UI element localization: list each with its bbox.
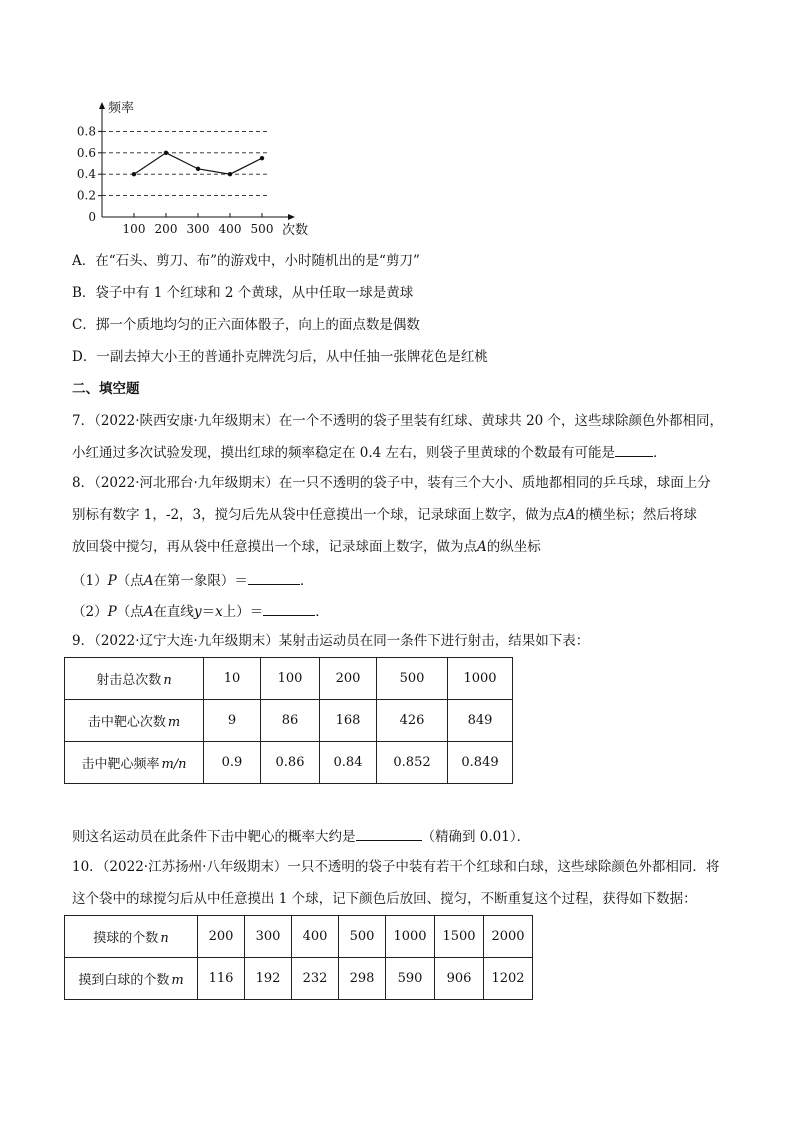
section-title: 二、填空题 (72, 381, 140, 397)
y-tick-label: 0.6 (76, 145, 96, 160)
table-cell: 0.849 (448, 742, 513, 784)
row-variable: m (171, 973, 184, 988)
option-a: A．在“石头、剪刀、布”的游戏中，小时随机出的是“剪刀” (72, 253, 420, 269)
q7-text: 小红通过多次试验发现，摸出红球的频率稳定在 0.4 左右，则袋子里黄球的个数最有可能是 (72, 445, 616, 461)
point-a-var: A (143, 604, 154, 620)
option-c: C．掷一个质地均匀的正六面体骰子，向上的面点数是偶数 (72, 317, 420, 333)
q8-line-1: 8．（2022·河北邢台·九年级期末）在一只不透明的袋子中，装有三个大小、质地都相同的乒乓球，球面上分 (72, 475, 711, 491)
table-cell: 0.86 (261, 742, 320, 784)
row-header (65, 958, 198, 1000)
x-tick-label: 500 (250, 222, 274, 236)
table-cell: 1000 (448, 658, 513, 700)
y-axis-arrow (99, 102, 105, 109)
q8-line-2 (72, 506, 697, 524)
table-cell: 300 (245, 916, 292, 958)
table-cell: 426 (377, 700, 448, 742)
q7-line-1: 7．（2022·陕西安康·九年级期末）在一个不透明的袋子里装有红球、黄球共 20 个，这些球除颜色外都相同， (72, 413, 724, 429)
table-row (65, 742, 513, 784)
q9-text: （精确到 0.01）． (421, 829, 531, 845)
row-variable: n (160, 931, 169, 946)
table-cell: 1202 (484, 958, 533, 1000)
data-point (164, 151, 168, 155)
q9-answer-blank[interactable] (356, 826, 422, 841)
row-header (65, 658, 204, 700)
data-point (132, 172, 136, 176)
q8-sub-2 (72, 601, 329, 621)
x-axis-label: 次数 (282, 223, 309, 238)
row-label: 射击总次数 (96, 673, 162, 688)
y-axis-label: 频率 (108, 101, 135, 116)
table-cell: 0.9 (204, 742, 261, 784)
table-cell: 192 (245, 958, 292, 1000)
table-cell: 500 (339, 916, 386, 958)
table-cell: 200 (320, 658, 377, 700)
q8-line-3 (72, 538, 541, 556)
q8-text: 的横坐标；然后将球 (575, 507, 697, 523)
data-point (260, 156, 264, 160)
x-tick-label: 200 (154, 222, 178, 236)
y-tick-label: 0.2 (76, 188, 96, 203)
option-d: D．一副去掉大小王的普通扑克牌洗匀后，从中任抽一张牌花色是红桃 (72, 349, 488, 365)
q8-end: ． (299, 573, 314, 589)
q10-line-1: 10．（2022·江苏扬州·八年级期末）一只不透明的袋子中装有若干个红球和白球，这些球除颜色外都相同．将 (72, 859, 720, 875)
q7-line-2 (72, 442, 667, 462)
q8-text: ＝ (201, 604, 216, 620)
row-label: 摸到白球的个数 (78, 973, 170, 988)
table-cell: 100 (261, 658, 320, 700)
table-cell: 10 (204, 658, 261, 700)
row-label: 击中靶心次数 (87, 715, 166, 730)
q9-after (72, 826, 530, 846)
q8-text: 的纵坐标 (486, 539, 541, 555)
row-header (65, 742, 204, 784)
table-cell: 849 (448, 700, 513, 742)
p-var: P (107, 604, 117, 620)
point-a-var: A (143, 573, 154, 589)
sub-number: （1） (72, 573, 108, 589)
table-cell: 298 (339, 958, 386, 1000)
q8-text: 在第一象限）＝ (153, 573, 248, 589)
table-cell: 232 (292, 958, 339, 1000)
table-cell: 590 (386, 958, 435, 1000)
option-b: B．袋子中有 1 个红球和 2 个黄球，从中任取一球是黄球 (72, 285, 414, 301)
row-label: 击中靶心频率 (81, 757, 160, 772)
table-row (65, 700, 513, 742)
x-var: x (215, 604, 223, 620)
table-row (65, 658, 513, 700)
q8-text: （点 (116, 604, 144, 620)
point-a-var: A (565, 507, 576, 523)
frequency-line-chart (60, 92, 310, 242)
q10-table (64, 915, 533, 1000)
table-row (65, 916, 533, 958)
q8-text: 在直线 (153, 604, 194, 620)
table-cell: 500 (377, 658, 448, 700)
sub-number: （2） (72, 604, 108, 620)
y-tick-label: 0.8 (76, 124, 96, 139)
row-header (65, 700, 204, 742)
row-variable: m (167, 715, 181, 730)
row-header (65, 916, 198, 958)
x-axis-arrow (288, 214, 295, 220)
q10-line-2: 这个袋中的球搅匀后从中任意摸出 1 个球，记下颜色后放回、搅匀，不断重复这个过程，获得如下数据： (72, 891, 697, 907)
table-cell: 116 (198, 958, 245, 1000)
table-cell: 86 (261, 700, 320, 742)
row-variable: m/n (161, 757, 187, 772)
q9-table (64, 657, 513, 784)
q8-sub1-answer-blank[interactable] (248, 570, 300, 585)
table-cell: 9 (204, 700, 261, 742)
table-cell: 400 (292, 916, 339, 958)
q8-text: （点 (116, 573, 144, 589)
q8-sub-1 (72, 570, 313, 590)
p-var: P (107, 573, 117, 589)
q8-sub2-answer-blank[interactable] (263, 601, 315, 616)
table-cell: 1000 (386, 916, 435, 958)
table-row (65, 958, 533, 1000)
table-cell: 200 (198, 916, 245, 958)
point-a-var: A (477, 539, 487, 555)
table-cell: 906 (435, 958, 484, 1000)
q9-text: 则这名运动员在此条件下击中靶心的概率大约是 (72, 829, 356, 845)
table-cell: 1500 (435, 916, 484, 958)
q8-end: ． (315, 604, 329, 620)
table-cell: 2000 (484, 916, 533, 958)
q8-text: 上）＝ (222, 604, 264, 620)
data-point (196, 167, 200, 171)
row-variable: n (163, 673, 172, 688)
y-tick-label: 0 (88, 210, 96, 224)
q9-intro: 9．（2022·辽宁大连·九年级期末）某射击运动员在同一条件下进行射击，结果如下表： (72, 633, 590, 649)
row-label: 摸球的个数 (93, 931, 159, 946)
table-cell: 168 (320, 700, 377, 742)
data-point (228, 172, 232, 176)
q7-answer-blank[interactable] (615, 442, 653, 457)
table-cell: 0.84 (320, 742, 377, 784)
table-cell: 0.852 (377, 742, 448, 784)
q7-end: ． (653, 445, 667, 461)
x-tick-label: 400 (218, 222, 242, 236)
y-var: y (193, 604, 202, 620)
y-tick-label: 0.4 (76, 167, 96, 182)
x-tick-label: 100 (122, 222, 146, 236)
x-tick-label: 300 (186, 222, 210, 236)
q8-text: 放回袋中搅匀，再从袋中任意摸出一个球，记录球面上数字，做为点 (72, 539, 477, 555)
q8-text: 别标有数字 1，-2，3，搅匀后先从袋中任意摸出一个球，记录球面上数字，做为点 (72, 507, 566, 523)
